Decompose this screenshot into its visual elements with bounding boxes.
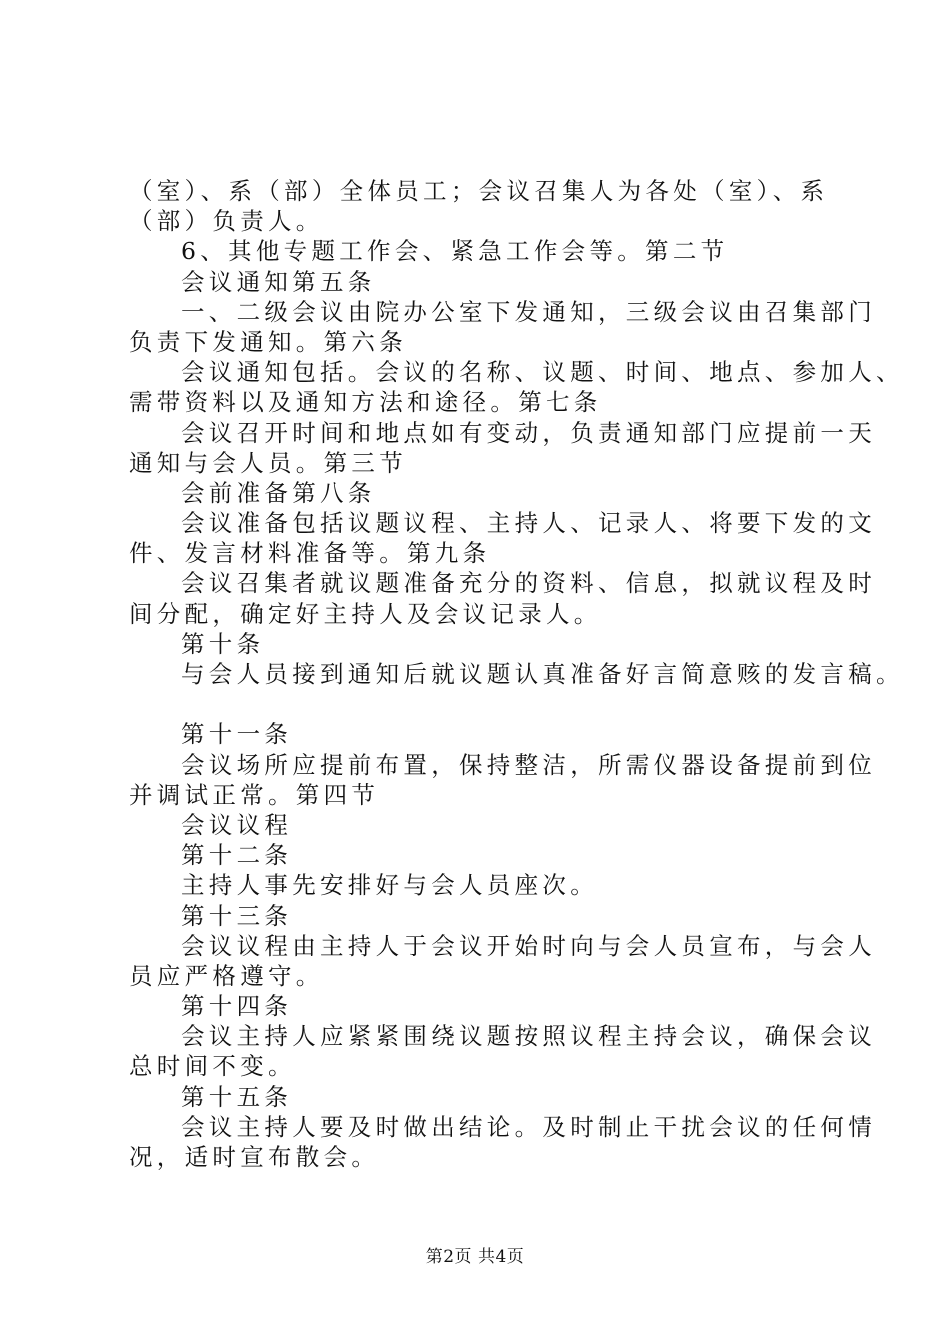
text-line: 总时间不变。 bbox=[129, 1052, 296, 1081]
text-line: 会议议程由主持人于会议开始时向与会人员宣布，与会人 bbox=[181, 931, 876, 960]
text-line: 会议议程 bbox=[181, 810, 293, 839]
text-line: 会议主持人要及时做出结论。及时制止干扰会议的任何情 bbox=[181, 1112, 876, 1141]
text-line: 负责下发通知。第六条 bbox=[129, 327, 407, 356]
text-line: 况，适时宣布散会。 bbox=[129, 1143, 380, 1171]
text-line: 一、二级会议由院办公室下发通知，三级会议由召集部门 bbox=[181, 297, 876, 326]
text-line: 会议准备包括议题议程、主持人、记录人、将要下发的文 bbox=[181, 509, 876, 538]
text-line: 6、其他专题工作会、紧急工作会等。第二节 bbox=[181, 237, 729, 266]
text-line: 主持人事先安排好与会人员座次。 bbox=[181, 871, 598, 900]
text-line: 会议通知第五条 bbox=[181, 267, 376, 296]
text-line: 会议召集者就议题准备充分的资料、信息，拟就议程及时 bbox=[181, 569, 876, 598]
text-line: 会议通知包括。会议的名称、议题、时间、地点、参加人、 bbox=[181, 358, 904, 387]
document-body bbox=[129, 176, 904, 1172]
blank-line bbox=[129, 689, 849, 719]
text-line: 第十三条 bbox=[181, 901, 293, 930]
text-line: 第十一条 bbox=[181, 720, 293, 749]
text-line: 第十二条 bbox=[181, 841, 293, 870]
text-line: 第十四条 bbox=[181, 992, 293, 1021]
page-footer: 第2页 共4页 bbox=[425, 1247, 525, 1267]
text-line: 第十五条 bbox=[181, 1082, 293, 1111]
text-line: （室）、系（部）全体员工；会议召集人为各处（室）、系 bbox=[129, 177, 829, 205]
text-line: （部）负责人。 bbox=[129, 207, 324, 236]
text-line: 员应严格遵守。 bbox=[129, 961, 324, 990]
text-line: 需带资料以及通知方法和途径。第七条 bbox=[129, 388, 602, 417]
text-line: 会议主持人应紧紧围绕议题按照议程主持会议，确保会议 bbox=[181, 1022, 876, 1051]
text-line: 与会人员接到通知后就议题认真准备好言简意赅的发言稿。 bbox=[181, 660, 904, 688]
text-line: 间分配，确定好主持人及会议记录人。 bbox=[129, 599, 602, 628]
text-line: 会前准备第八条 bbox=[181, 478, 376, 507]
text-line: 会议场所应提前布置，保持整洁，所需仪器设备提前到位 bbox=[181, 750, 876, 779]
text-line: 件、发言材料准备等。第九条 bbox=[129, 539, 491, 568]
text-line: 通知与会人员。第三节 bbox=[129, 448, 407, 477]
text-line: 第十条 bbox=[181, 629, 265, 658]
text-line: 并调试正常。第四节 bbox=[129, 780, 380, 809]
text-line: 会议召开时间和地点如有变动，负责通知部门应提前一天 bbox=[181, 418, 876, 447]
